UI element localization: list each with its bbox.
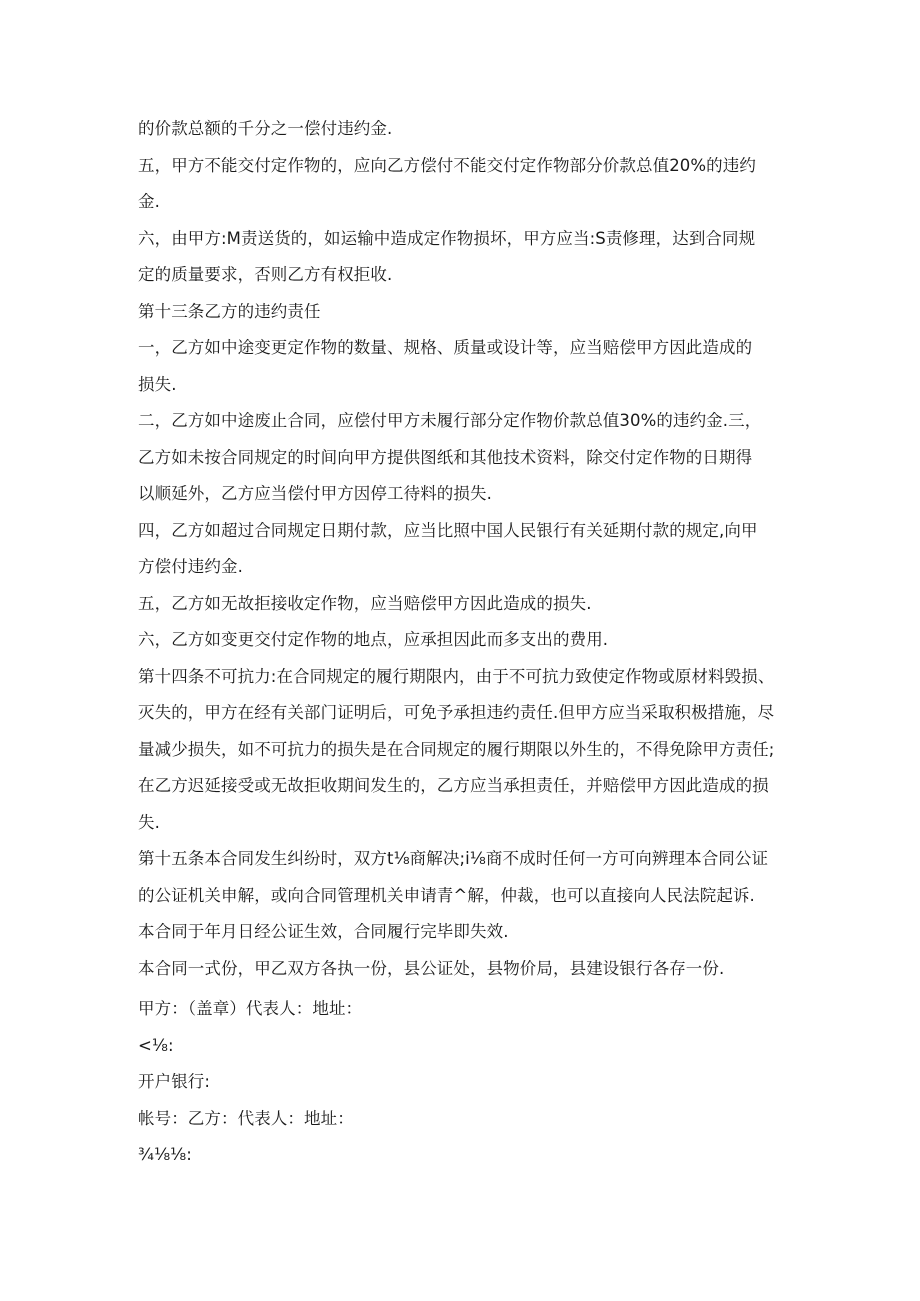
document-body bbox=[138, 111, 790, 1174]
text-line: 一，乙方如中途变更定作物的数量、规格、质量或设计等，应当赔偿甲方因此造成的 bbox=[138, 338, 753, 357]
text-line: 乙方如未按合同规定的时间向甲方提供图纸和其他技术资料，除交付定作物的日期得 bbox=[138, 447, 753, 467]
text-line: 方偿付违约金. bbox=[138, 557, 243, 576]
text-line: 本合同一式份，甲乙双方各执一份，县公证处，县物价局，县建设银行各存一份. bbox=[138, 958, 725, 978]
text-line: 以顺延外，乙方应当偿付甲方因停工待料的损失. bbox=[138, 484, 492, 503]
text-line: 二，乙方如中途废止合同，应偿付甲方未履行部分定作物价款总值30%的违约金.三， bbox=[138, 411, 762, 430]
text-line: 六，乙方如变更交付定作物的地点，应承担因此而多支出的费用. bbox=[138, 630, 609, 649]
text-line: 在乙方迟延接受或无故拒收期间发生的，乙方应当承担责任，并赔偿甲方因此造成的损 bbox=[138, 776, 769, 795]
signature-field: 开户银行: bbox=[138, 1072, 211, 1091]
text-line: 五，甲方不能交付定作物的，应向乙方偿付不能交付定作物部分价款总值20%的违约 bbox=[138, 155, 756, 175]
signature-field: <⅛: bbox=[138, 1035, 174, 1055]
section-heading: 第十三条乙方的违约责任 bbox=[138, 301, 321, 321]
signature-field: 帐号：乙方：代表人：地址： bbox=[138, 1108, 354, 1128]
section-heading: 第十五条本合同发生纠纷时，双方t⅛商解决;i⅛商不成时任何一方可向辨理本合同公证 bbox=[138, 849, 769, 868]
signature-field: ¾⅛⅛: bbox=[138, 1145, 192, 1164]
text-line: 的价款总额的千分之一偿付违约金. bbox=[138, 119, 393, 138]
text-line: 五，乙方如无故拒接收定作物，应当赔偿甲方因此造成的损失. bbox=[138, 593, 592, 613]
text-line: 灭失的，甲方在经有关部门证明后，可免予承担违约责任.但甲方应当采取积极措施，尽 bbox=[138, 703, 775, 722]
text-line: 本合同于年月日经公证生效，合同履行完毕即失效. bbox=[138, 922, 509, 941]
text-line: 失. bbox=[138, 812, 160, 832]
text-line: 量减少损失，如不可抗力的损失是在合同规定的履行期限以外生的，不得免除甲方责任; bbox=[138, 739, 775, 759]
text-line: 六，由甲方:M责送货的，如运输中造成定作物损坏，甲方应当:S责修理，达到合同规 bbox=[138, 228, 756, 248]
text-line: 四，乙方如超过合同规定日期付款，应当比照中国人民银行有关延期付款的规定,向甲 bbox=[138, 520, 758, 540]
text-line: 金. bbox=[138, 192, 160, 211]
text-line: 损失. bbox=[138, 374, 177, 394]
signature-field: 甲方：（盖章）代表人：地址： bbox=[138, 999, 363, 1018]
section-heading: 第十四条不可抗力:在合同规定的履行期限内，由于不可抗力致使定作物或原材料毁损、 bbox=[138, 666, 775, 686]
text-line: 定的质量要求，否则乙方有权拒收. bbox=[138, 265, 393, 284]
text-line: 的公证机关申解，或向合同管理机关申请青^解，仲裁，也可以直接向人民法院起诉. bbox=[138, 885, 755, 905]
